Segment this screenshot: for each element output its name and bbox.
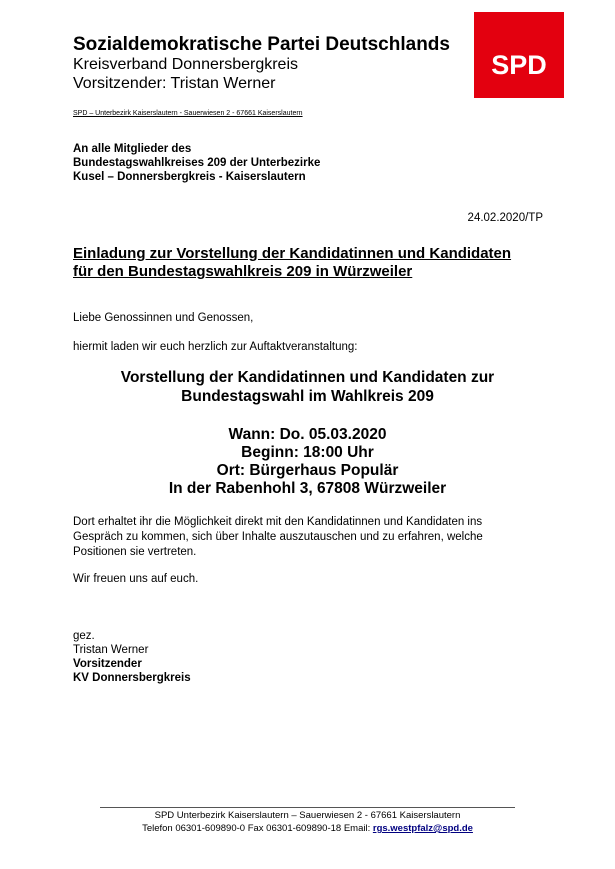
event-info (0, 426, 615, 498)
recipient-line: An alle Mitglieder des (73, 143, 192, 155)
logo-text: SPD (491, 49, 547, 80)
body-line: Positionen sie vertreten. (73, 546, 197, 558)
party-name: Sozialdemokratische Partei Deutschlands (73, 34, 450, 55)
letter-date: 24.02.2020/TP (467, 212, 543, 224)
subject-line: Einladung zur Vorstellung der Kandidatinnen und Kandidaten (73, 245, 512, 262)
signature-name: Tristan Werner (73, 644, 149, 656)
footer-divider (100, 807, 515, 808)
recipient-line: Kusel – Donnersbergkreis - Kaiserslautern (73, 171, 306, 183)
event-title-line: Bundestagswahl im Wahlkreis 209 (181, 388, 434, 405)
association-name: Kreisverband Donnersbergkreis (73, 56, 298, 73)
recipient-line: Bundestagswahlkreises 209 der Unterbezirke (73, 157, 321, 169)
event-title (0, 368, 615, 406)
signature-org: KV Donnersbergkreis (73, 672, 191, 684)
closing-text: Wir freuen uns auf euch. (73, 573, 199, 585)
recipient-address (73, 142, 320, 184)
footer-address: SPD Unterbezirk Kaiserslautern – Sauerwiesen 2 - 67661 Kaiserslautern (154, 810, 461, 821)
event-address: In der Rabenhohl 3, 67808 Würzweiler (168, 480, 447, 497)
body-line: Dort erhaltet ihr die Möglichkeit direkt mit den Kandidatinnen und Kandidaten ins (73, 516, 483, 528)
intro-text: hiermit laden wir euch herzlich zur Auftaktveranstaltung: (73, 341, 358, 353)
footer-email-link[interactable]: rgs.westpfalz@spd.de (372, 823, 473, 834)
subject-line: für den Bundestagswahlkreis 209 in Würzweiler (73, 263, 413, 280)
subject-heading (73, 245, 511, 281)
body-paragraph (73, 515, 543, 560)
chair-name: Vorsitzender: Tristan Werner (73, 75, 276, 92)
footer (0, 809, 615, 835)
footer-phone-fax: Telefon 06301-609890-0 Fax 06301-609890-18 Email: (142, 823, 373, 834)
sender-line: SPD – Unterbezirk Kaiserslautern - Sauerwiesen 2 - 67661 Kaiserslautern (73, 110, 303, 117)
event-start-time: Beginn: 18:00 Uhr (241, 444, 374, 461)
event-title-line: Vorstellung der Kandidatinnen und Kandidaten zur (120, 369, 495, 386)
salutation: Liebe Genossinnen und Genossen, (73, 312, 254, 324)
event-venue: Ort: Bürgerhaus Populär (216, 462, 399, 479)
spd-logo (474, 12, 564, 98)
signature-role: Vorsitzender (73, 658, 142, 670)
footer-contact (0, 822, 615, 835)
body-line: Gespräch zu kommen, sich über Inhalte auszutauschen und zu erfahren, welche (73, 531, 483, 543)
signature-block (73, 629, 191, 685)
event-date: Wann: Do. 05.03.2020 (228, 426, 387, 443)
signature-gez: gez. (73, 630, 95, 642)
